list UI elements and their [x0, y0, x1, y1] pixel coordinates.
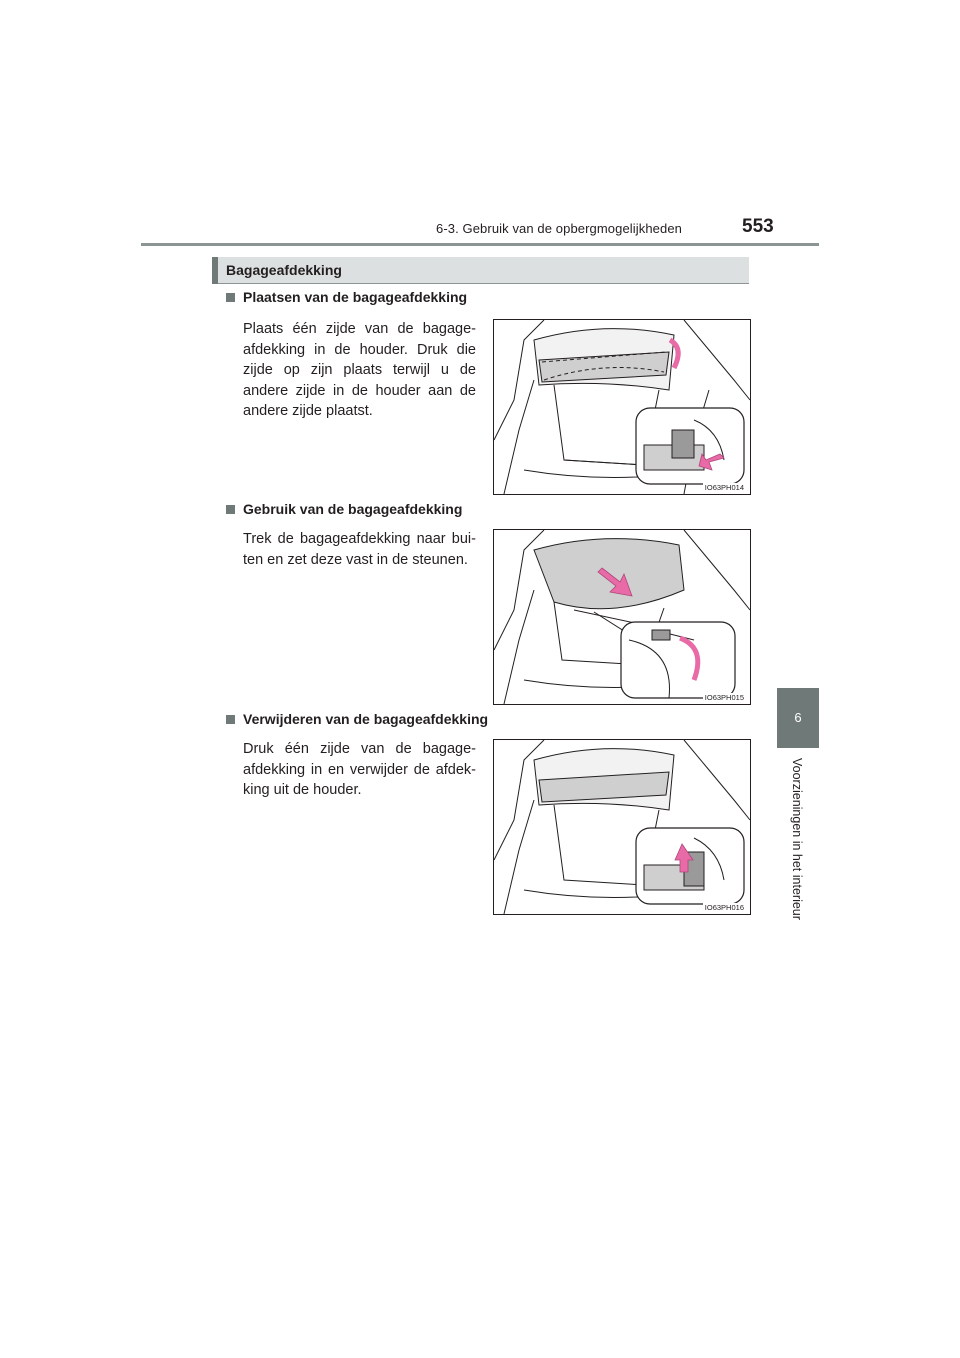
section-title: Bagageafdekking: [226, 262, 342, 278]
paragraph-install: Plaats één zijde van de bagage-afdekking in de houder. Druk die zijde op zijn plaats terwijl u de andere zijde in de houder aan de andere zijde plaatst.: [243, 321, 476, 419]
chapter-title: Voorzieningen in het interieur: [790, 758, 804, 920]
car-trunk-illustration: [494, 320, 750, 494]
section-title-bar: [212, 257, 749, 284]
chapter-tab: [777, 688, 819, 748]
subheading-text: Plaatsen van de bagageafdekking: [243, 289, 468, 305]
paragraph-use: Trek de bagageafdekking naar bui-ten en zet deze vast in de steunen.: [243, 531, 476, 568]
car-trunk-illustration: [494, 740, 750, 914]
subheading-use: [226, 501, 462, 517]
page-number: 553: [742, 216, 774, 237]
illustration-use-cover: [493, 529, 751, 705]
illustration-install-cover: [493, 319, 751, 495]
square-bullet-icon: [226, 293, 235, 302]
paragraph-remove: Druk één zijde van de bagage-afdekking in en verwijder de afdek-king uit de houder.: [243, 741, 476, 798]
square-bullet-icon: [226, 715, 235, 724]
header-divider: [141, 243, 819, 246]
figure-code: IO63PH014: [704, 483, 744, 492]
chapter-number: 6: [794, 710, 802, 725]
section-bar-accent: [212, 257, 218, 284]
square-bullet-icon: [226, 505, 235, 514]
subheading-text: Gebruik van de bagageafdekking: [243, 501, 463, 517]
subheading-remove: [226, 711, 488, 727]
figure-code: IO63PH016: [704, 903, 744, 912]
running-header-section: 6-3. Gebruik van de opbergmogelijkheden: [436, 221, 682, 236]
illustration-remove-cover: [493, 739, 751, 915]
subheading-install: [226, 289, 467, 305]
car-trunk-illustration: [494, 530, 750, 704]
figure-code: IO63PH015: [704, 693, 744, 702]
subheading-text: Verwijderen van de bagageafdekking: [243, 711, 489, 727]
